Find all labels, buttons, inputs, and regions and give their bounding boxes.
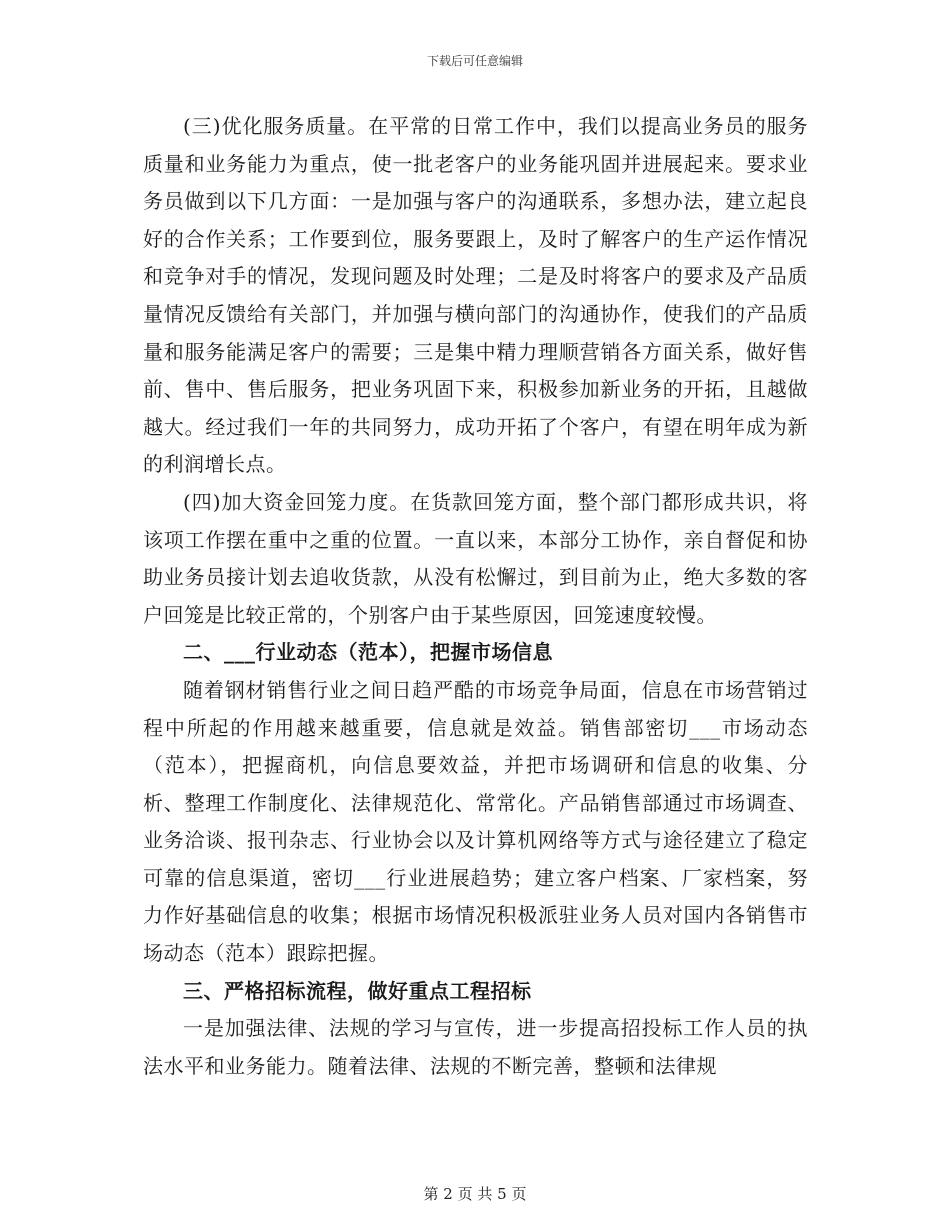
section-heading-bidding: 三、严格招标流程，做好重点工程招标 [183,978,532,1003]
page-number-indicator: 第 2 页 共 5 页 [423,1185,527,1203]
paragraph-market-information: 随着钢材销售行业之间日趋严酷的市场竞争局面，信息在市场营销过程中所起的作用越来越重要，信息就是效益。销售部密切___市场动态（范本），把握商机，向信息要效益，并把市场调研和信息的收集、分析、整理工作制度化、法律规范化、常常化。产品销售部通过市场调查、业务洽谈、报刊杂志、行业协会以及计算机网络等方式与途径建立了稳定可靠的信息渠道，密切___行业进展趋势；建立客户档案、厂家档案，努力作好基础信息的收集；根据市场情况积极派驻业务人员对国内各销售市场动态（范本）跟踪把握。 [143,677,808,966]
document-body [143,108,808,1085]
page-header-note: 下载后可任意编辑 [426,54,523,68]
section-heading-industry-dynamics: 二、___行业动态（范本），把握市场信息 [183,640,553,665]
paragraph-fund-recovery: (四)加大资金回笼力度。在货款回笼方面，整个部门都形成共识，将该项工作摆在重中之重的位置。一直以来，本部分工协作，亲自督促和协助业务员接计划去追收货款，从没有松懈过，到目前为止，绝大多数的客户回笼是比较正常的，个别客户由于某些原因，回笼速度较慢。 [143,489,808,627]
paragraph-service-quality: (三)优化服务质量。在平常的日常工作中，我们以提高业务员的服务质量和业务能力为重点，使一批老客户的业务能巩固并进展起来。要求业务员做到以下几方面：一是加强与客户的沟通联系，多想办法，建立起良好的合作关系；工作要到位，服务要跟上，及时了解客户的生产运作情况和竞争对手的情况，发现问题及时处理；二是及时将客户的要求及产品质量情况反馈给有关部门，并加强与横向部门的沟通协作，使我们的产品质量和服务能满足客户的需要；三是集中精力理顺营销各方面关系，做好售前、售中、售后服务，把业务巩固下来，积极参加新业务的开拓，且越做越大。经过我们一年的共同努力，成功开拓了个客户，有望在明年成为新的利润增长点。 [143,114,808,477]
paragraph-bidding-laws: 一是加强法律、法规的学习与宣传，进一步提高招投标工作人员的执法水平和业务能力。随着法律、法规的不断完善，整顿和法律规 [143,1016,808,1078]
